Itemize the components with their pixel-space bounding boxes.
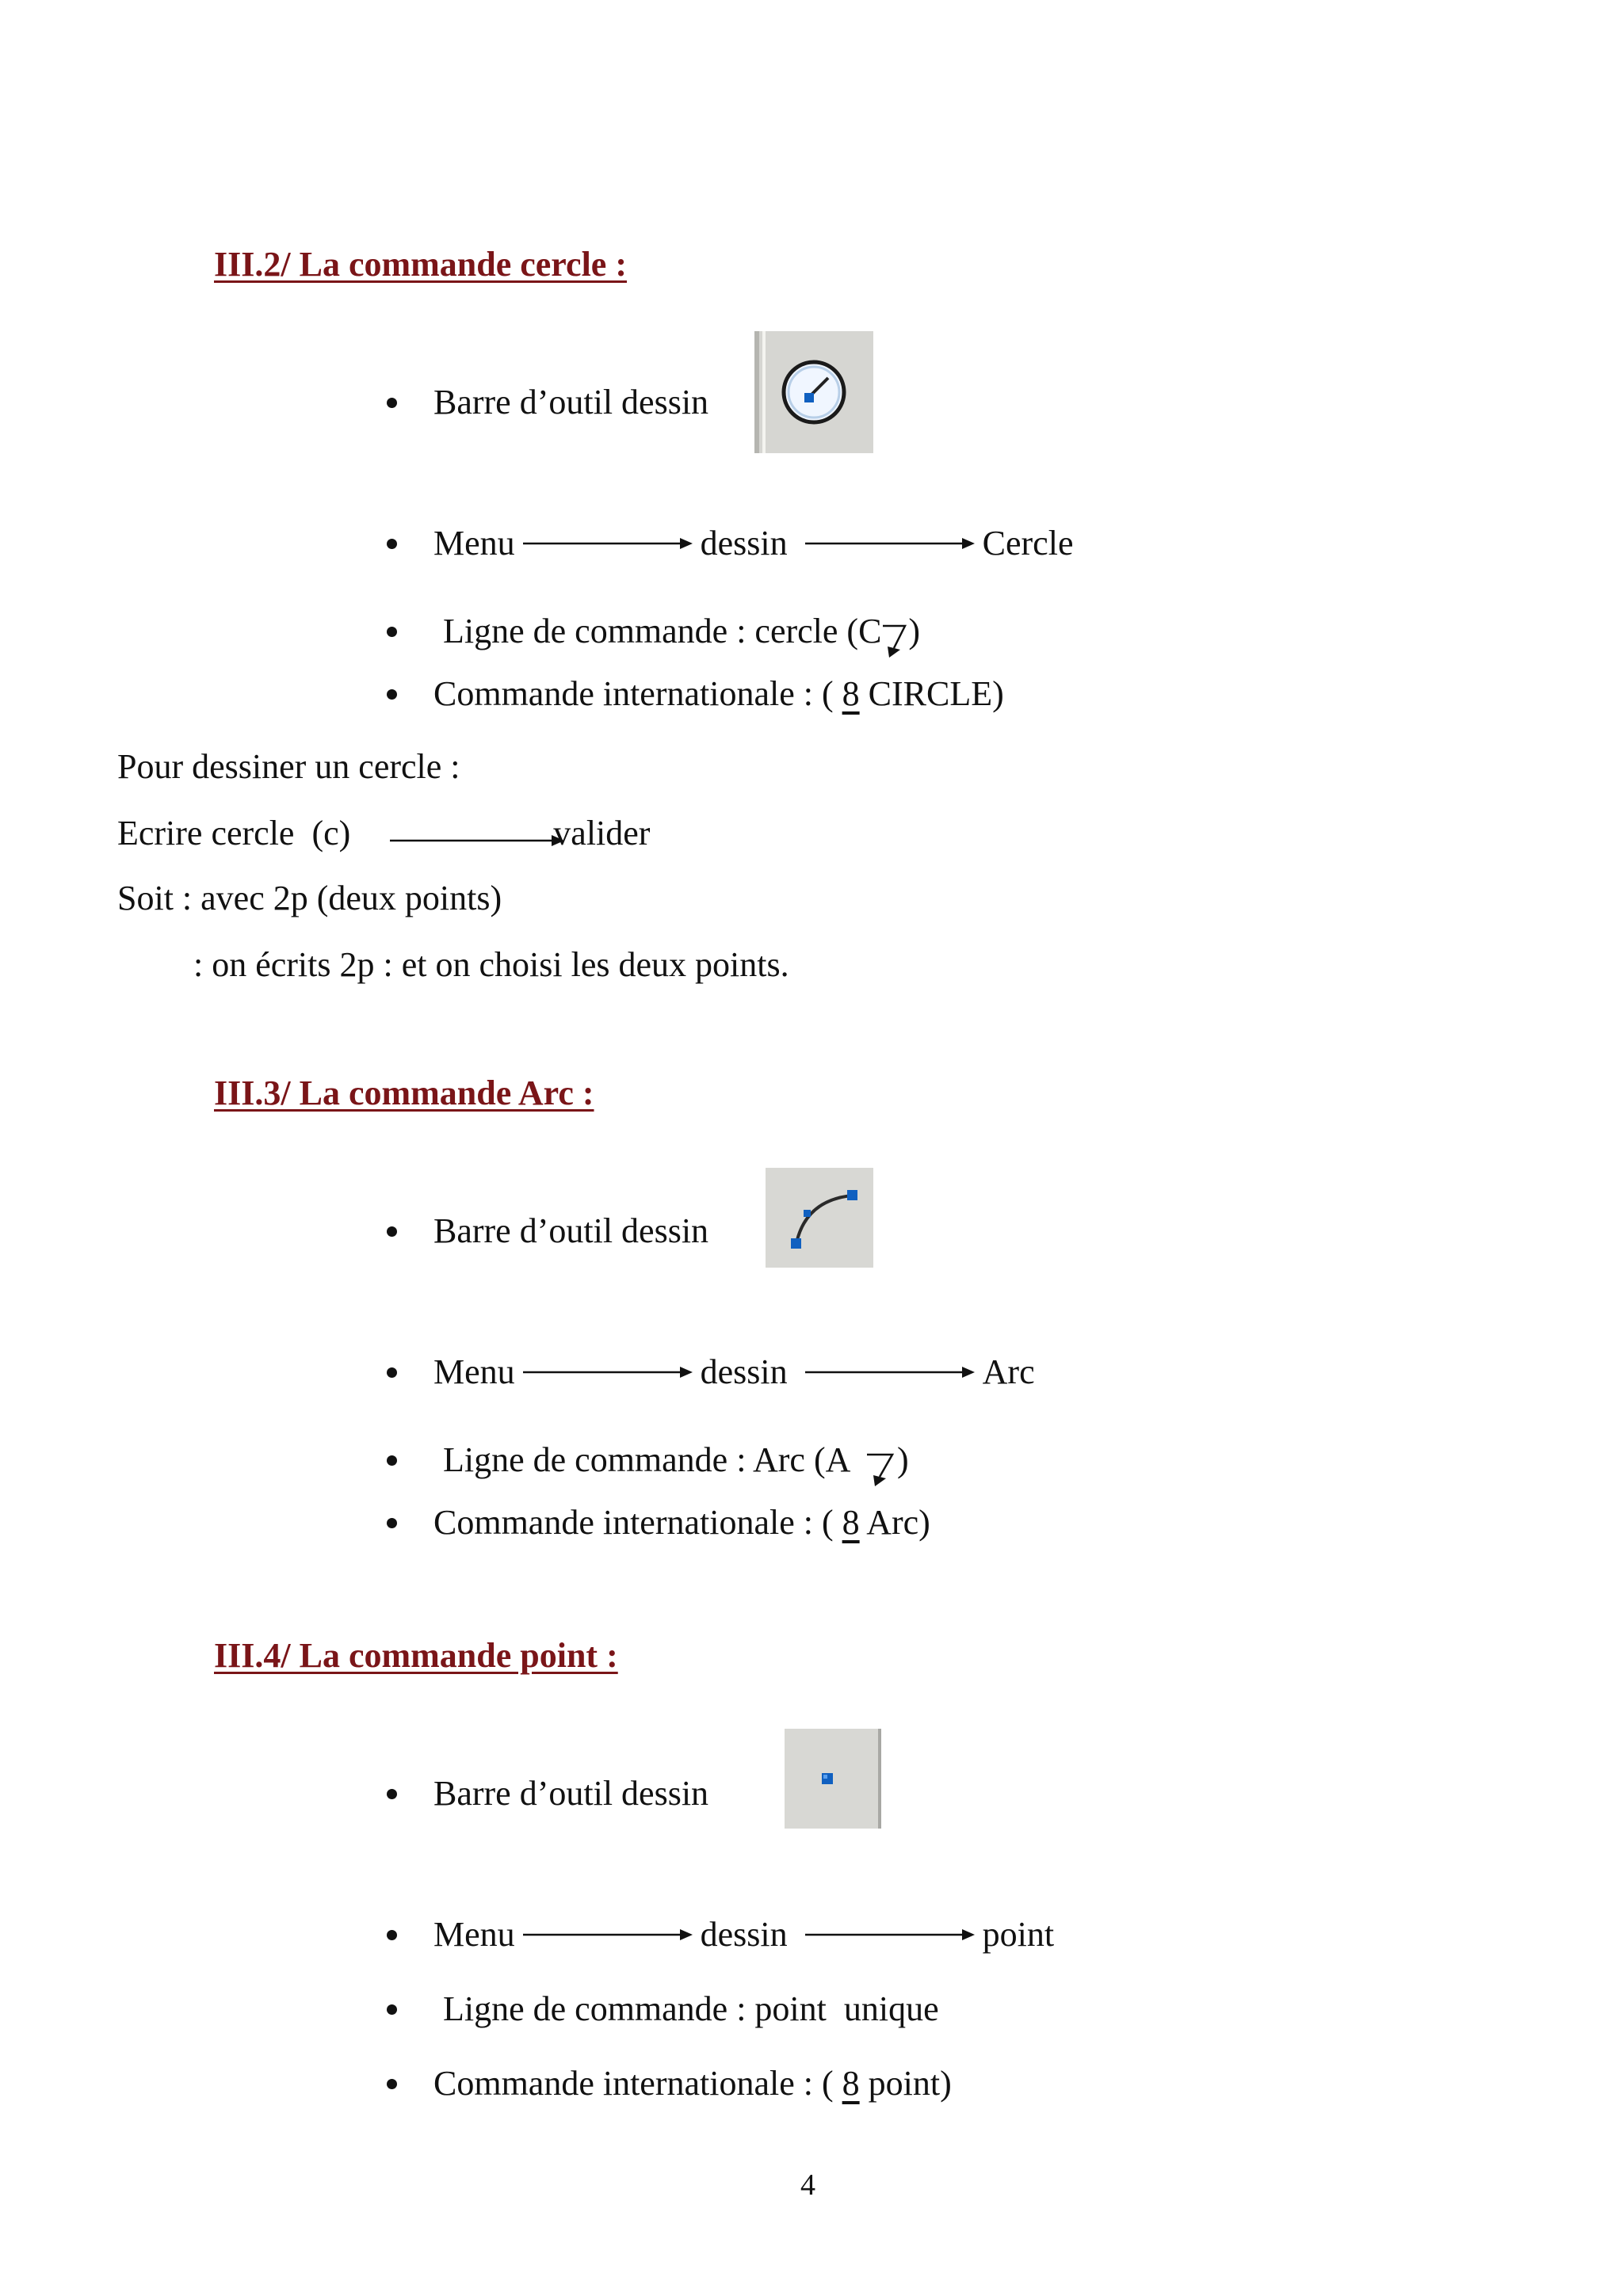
menu-bullet-point <box>387 1917 1054 1952</box>
arrow-right-icon <box>805 1364 975 1380</box>
menu-bullet-cercle <box>387 526 1073 561</box>
cmdline-text: Ligne de commande : cercle (C <box>443 612 882 650</box>
intl-suffix: CIRCLE) <box>859 674 1004 713</box>
intl-number: 8 <box>842 674 860 713</box>
arc-tool-icon <box>776 1178 863 1257</box>
enter-key-icon <box>881 621 908 661</box>
toolbar-label: Barre d’outil dessin <box>433 1774 709 1813</box>
intl-number: 8 <box>842 1503 860 1542</box>
section-title-cercle: III.2/ La commande cercle : <box>214 245 627 284</box>
cmdline-text: Ligne de commande : point unique <box>443 1989 939 2028</box>
step-prefix: Ecrire cercle (c) <box>117 814 351 852</box>
toolbar-separator <box>754 331 759 453</box>
menu-label: Menu <box>433 524 515 563</box>
toolbar-separator <box>878 1729 881 1829</box>
instructions-step <box>117 816 650 851</box>
cmdline-text: Ligne de commande : Arc (A <box>443 1440 857 1479</box>
menu-bullet-arc <box>387 1352 1035 1391</box>
intl-prefix: Commande internationale : ( <box>433 674 842 713</box>
toolbar-bullet-cercle <box>387 385 708 420</box>
section-title-point: III.4/ La commande point : <box>214 1636 618 1675</box>
page-number: 4 <box>800 2168 815 2202</box>
instructions-intro: Pour dessiner un cercle : <box>117 747 460 786</box>
arc-tool-button[interactable] <box>766 1168 873 1268</box>
intl-bullet-arc <box>387 1505 930 1540</box>
instructions-option-detail: : on écrits 2p : et on choisi les deux points. <box>193 945 789 984</box>
menu-sub-label: dessin <box>700 1915 788 1954</box>
step-suffix: valider <box>553 814 651 852</box>
cmdline-suffix: ) <box>908 612 921 650</box>
bullet-dot <box>387 1455 397 1466</box>
menu-target-label: Cercle <box>982 524 1074 563</box>
menu-sub-label: dessin <box>700 1352 788 1391</box>
cmdline-bullet-arc <box>387 1431 909 1489</box>
arrow-right-icon <box>523 1364 693 1380</box>
bullet-dot <box>387 2004 397 2015</box>
bullet-dot <box>387 1930 397 1940</box>
cmdline-suffix: ) <box>896 1440 909 1479</box>
intl-bullet-point <box>387 2066 952 2101</box>
menu-label: Menu <box>433 1915 515 1954</box>
intl-number: 8 <box>842 2064 860 2103</box>
bullet-dot <box>387 1518 397 1528</box>
circle-tool-icon <box>776 354 852 430</box>
cmdline-bullet-point <box>387 1989 939 2028</box>
point-tool-button[interactable] <box>785 1729 881 1829</box>
arrow-right-icon <box>805 1927 975 1943</box>
bullet-dot <box>387 398 397 408</box>
bullet-dot <box>387 2079 397 2089</box>
arrow-right-icon <box>390 833 564 849</box>
bullet-dot <box>387 539 397 549</box>
circle-tool-button[interactable] <box>754 331 873 453</box>
bullet-dot <box>387 1226 397 1237</box>
menu-sub-label: dessin <box>700 524 788 563</box>
toolbar-label: Barre d’outil dessin <box>433 1211 709 1250</box>
intl-suffix: point) <box>859 2064 952 2103</box>
bullet-dot <box>387 627 397 637</box>
section-title-arc: III.3/ La commande Arc : <box>214 1074 594 1112</box>
menu-target-label: Arc <box>982 1352 1035 1391</box>
menu-label: Menu <box>433 1352 515 1391</box>
intl-suffix: Arc) <box>859 1503 930 1542</box>
bullet-dot <box>387 689 397 700</box>
enter-key-icon <box>865 1450 897 1489</box>
arrow-right-icon <box>805 536 975 551</box>
bullet-dot <box>387 1367 397 1378</box>
intl-prefix: Commande internationale : ( <box>433 1503 842 1542</box>
toolbar-label: Barre d’outil dessin <box>433 383 709 421</box>
bullet-dot <box>387 1789 397 1799</box>
intl-prefix: Commande internationale : ( <box>433 2064 842 2103</box>
arrow-right-icon <box>523 536 693 551</box>
toolbar-bullet-arc <box>387 1211 709 1250</box>
toolbar-bullet-point <box>387 1776 708 1811</box>
intl-bullet-cercle <box>387 674 1004 713</box>
toolbar-separator <box>762 331 766 453</box>
point-tool-icon <box>815 1767 839 1791</box>
instructions-option: Soit : avec 2p (deux points) <box>117 879 502 917</box>
arrow-right-icon <box>523 1927 693 1943</box>
cmdline-bullet-cercle <box>387 602 920 661</box>
menu-target-label: point <box>982 1915 1055 1954</box>
